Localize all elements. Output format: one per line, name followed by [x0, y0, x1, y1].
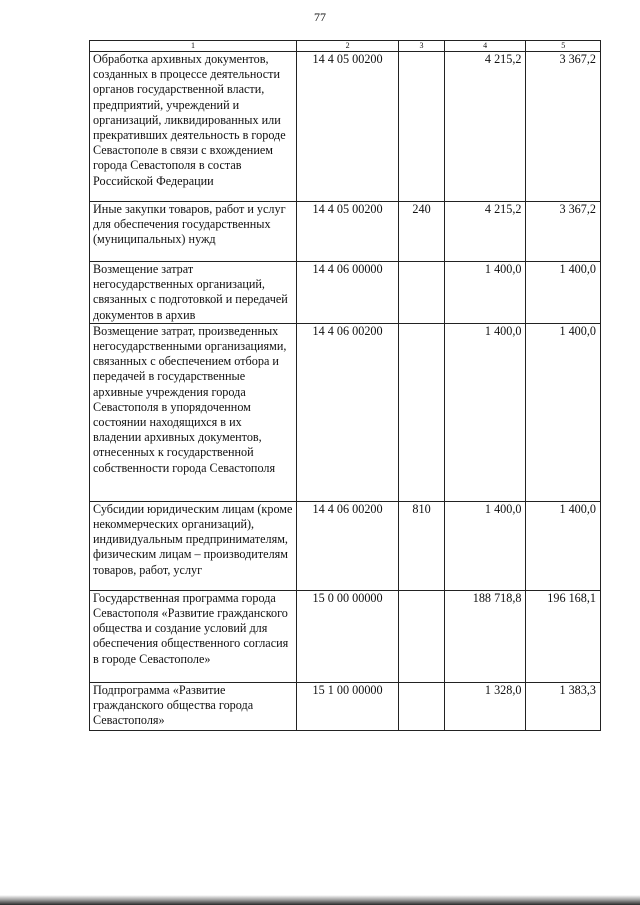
row-code-cell: 14 4 06 00000	[296, 262, 398, 324]
row-value-b-cell: 1 383,3	[526, 682, 601, 730]
table-row	[90, 501, 601, 590]
row-type-cell: 810	[399, 501, 445, 590]
row-value-b-cell: 1 400,0	[526, 323, 601, 501]
row-type-cell	[399, 323, 445, 501]
table-row	[90, 682, 601, 730]
row-value-b-cell: 1 400,0	[526, 262, 601, 324]
row-type-cell	[399, 590, 445, 682]
row-code-cell: 15 1 00 00000	[296, 682, 398, 730]
row-value-a-cell: 1 400,0	[444, 501, 526, 590]
header-cell: 5	[526, 41, 601, 52]
row-value-a-cell: 1 400,0	[444, 262, 526, 324]
header-cell: 2	[296, 41, 398, 52]
row-value-a-cell: 188 718,8	[444, 590, 526, 682]
header-cell: 3	[399, 41, 445, 52]
row-value-a-cell: 1 400,0	[444, 323, 526, 501]
table-row	[90, 590, 601, 682]
header-cell: 1	[90, 41, 297, 52]
row-name-cell: Подпрограмма «Развитие гражданского общества города Севастополя»	[90, 682, 297, 730]
row-code-cell: 14 4 06 00200	[296, 501, 398, 590]
row-type-cell	[399, 52, 445, 202]
row-value-b-cell: 3 367,2	[526, 202, 601, 262]
row-value-a-cell: 1 328,0	[444, 682, 526, 730]
row-name-cell: Иные закупки товаров, работ и услуг для обеспечения государственных (муниципальных) нужд	[90, 202, 297, 262]
row-value-b-cell: 196 168,1	[526, 590, 601, 682]
row-code-cell: 15 0 00 00000	[296, 590, 398, 682]
row-value-b-cell: 1 400,0	[526, 501, 601, 590]
table-row	[90, 202, 601, 262]
row-code-cell: 14 4 05 00200	[296, 52, 398, 202]
table-row	[90, 262, 601, 324]
table-row	[90, 323, 601, 501]
row-name-cell: Субсидии юридическим лицам (кроме некоммерческих организаций), индивидуальным предпринимателям, физическим лицам – производителям товаров, работ, услуг	[90, 501, 297, 590]
row-value-a-cell: 4 215,2	[444, 202, 526, 262]
header-cell: 4	[444, 41, 526, 52]
row-code-cell: 14 4 06 00200	[296, 323, 398, 501]
row-code-cell: 14 4 05 00200	[296, 202, 398, 262]
row-type-cell	[399, 682, 445, 730]
row-name-cell: Государственная программа города Севастополя «Развитие гражданского общества и создание условий для обеспечения общественного согласия в городе Севастополе»	[90, 590, 297, 682]
table-row	[90, 52, 601, 202]
scan-edge-shadow	[0, 895, 640, 905]
row-value-a-cell: 4 215,2	[444, 52, 526, 202]
row-name-cell: Возмещение затрат, произведенных негосударственными организациями, связанных с обеспечением отбора и передачей в государственные архивные учреждения города Севастополя в упорядоченном состоянии находящихся в их владении архивных документов, отнесенных к государственной собственности города Севастополя	[90, 323, 297, 501]
row-name-cell: Обработка архивных документов, созданных в процессе деятельности органов государственной власти, предприятий, учреждений и организаций, ликвидированных или прекративших деятельность в городе Севастополе в связи с вхождением города Севастополя в состав Российской Федерации	[90, 52, 297, 202]
row-name-cell: Возмещение затрат негосударственных организаций, связанных с подготовкой и передачей документов в архив	[90, 262, 297, 324]
row-value-b-cell: 3 367,2	[526, 52, 601, 202]
row-type-cell: 240	[399, 202, 445, 262]
table-header-row	[90, 41, 601, 52]
row-type-cell	[399, 262, 445, 324]
page-number: 77	[314, 10, 326, 24]
budget-table	[89, 40, 601, 731]
